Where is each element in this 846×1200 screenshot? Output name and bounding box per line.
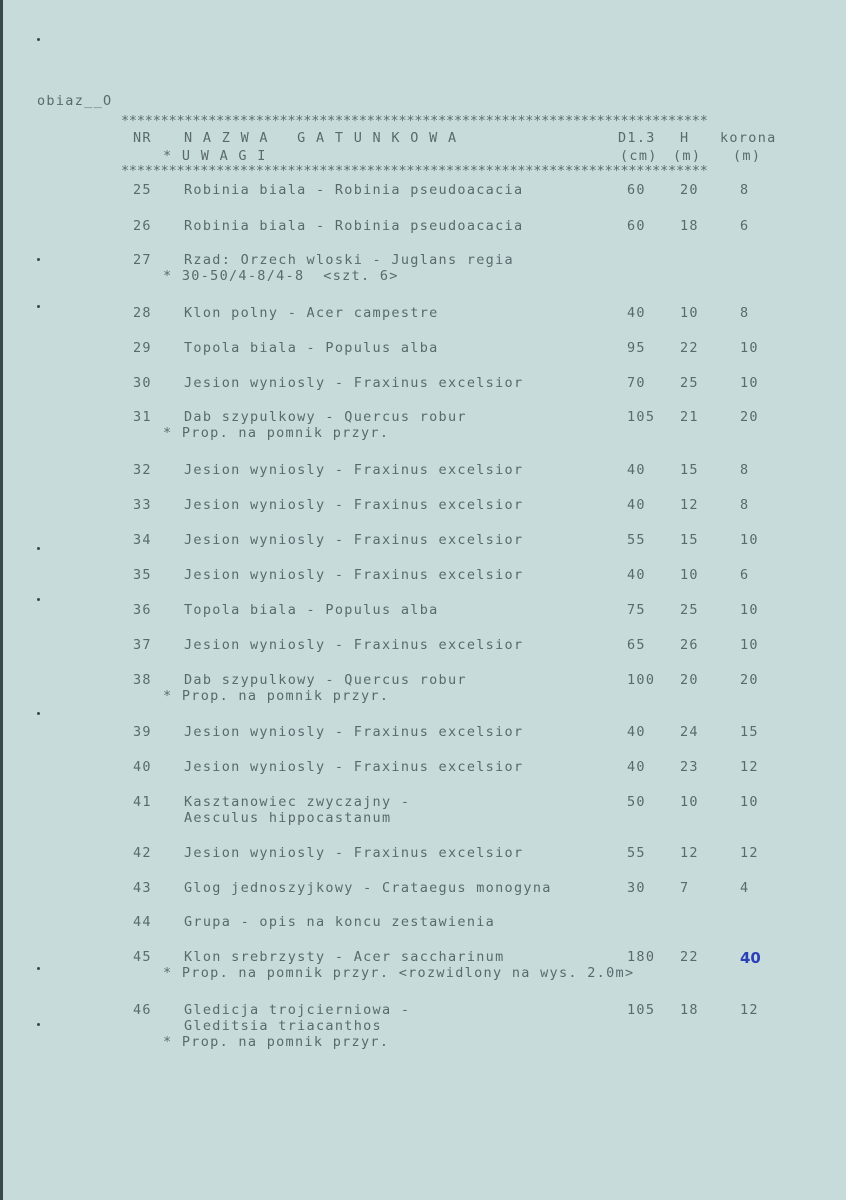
height-value: 21 [680, 409, 699, 425]
table-row [3, 462, 846, 502]
height-value: 22 [680, 340, 699, 356]
species-name: Jesion wyniosly - Fraxinus excelsior [184, 724, 524, 740]
height-value: 23 [680, 759, 699, 775]
header-d: D1.3 [618, 130, 656, 146]
row-number: 45 [133, 949, 152, 965]
crown-value: 10 [740, 602, 759, 618]
crown-value: 20 [740, 672, 759, 688]
row-number: 35 [133, 567, 152, 583]
diameter-value: 55 [627, 845, 646, 861]
diameter-value: 40 [627, 497, 646, 513]
height-value: 12 [680, 497, 699, 513]
table-row [3, 340, 846, 380]
diameter-value: 105 [627, 409, 656, 425]
header-h-unit: (m) [673, 148, 702, 164]
crown-value: 6 [740, 218, 750, 234]
height-value: 15 [680, 532, 699, 548]
height-value: 20 [680, 672, 699, 688]
diameter-value: 95 [627, 340, 646, 356]
crown-value: 12 [740, 845, 759, 861]
diameter-value: 50 [627, 794, 646, 810]
row-number: 33 [133, 497, 152, 513]
row-number: 29 [133, 340, 152, 356]
diameter-value: 180 [627, 949, 656, 965]
crown-value: 10 [740, 375, 759, 391]
height-value: 15 [680, 462, 699, 478]
crown-value: 12 [740, 1002, 759, 1018]
crown-value: 4 [740, 880, 750, 896]
crown-value: 10 [740, 340, 759, 356]
row-number: 43 [133, 880, 152, 896]
row-number: 34 [133, 532, 152, 548]
diameter-value: 65 [627, 637, 646, 653]
species-name: Grupa - opis na koncu zestawienia [184, 914, 496, 930]
row-number: 41 [133, 794, 152, 810]
table-row [3, 759, 846, 799]
row-number: 26 [133, 218, 152, 234]
row-number: 25 [133, 182, 152, 198]
table-row [3, 724, 846, 764]
species-name: Glog jednoszyjkowy - Crataegus monogyna [184, 880, 552, 896]
height-value: 10 [680, 794, 699, 810]
crown-value: 10 [740, 794, 759, 810]
diameter-value: 70 [627, 375, 646, 391]
crown-value: 40 [740, 949, 761, 967]
table-row [3, 182, 846, 222]
diameter-value: 40 [627, 305, 646, 321]
row-number: 46 [133, 1002, 152, 1018]
diameter-value: 105 [627, 1002, 656, 1018]
species-name: Dab szypulkowy - Quercus robur [184, 672, 467, 688]
header-korona: korona [720, 130, 777, 146]
scan-dot [37, 38, 40, 41]
document-reference: obiaz__O [37, 93, 113, 109]
row-number: 37 [133, 637, 152, 653]
row-number: 38 [133, 672, 152, 688]
height-value: 10 [680, 305, 699, 321]
diameter-value: 75 [627, 602, 646, 618]
table-row [3, 1002, 846, 1050]
table-row [3, 845, 846, 885]
row-number: 28 [133, 305, 152, 321]
table-row [3, 305, 846, 345]
species-name: Jesion wyniosly - Fraxinus excelsior [184, 497, 524, 513]
diameter-value: 55 [627, 532, 646, 548]
height-value: 26 [680, 637, 699, 653]
crown-value: 12 [740, 759, 759, 775]
species-name: Jesion wyniosly - Fraxinus excelsior [184, 462, 524, 478]
header-d-unit: (cm) [620, 148, 658, 164]
crown-value: 6 [740, 567, 750, 583]
crown-value: 8 [740, 497, 750, 513]
species-name: Klon srebrzysty - Acer saccharinum [184, 949, 505, 965]
row-note: * Prop. na pomnik przyr. [163, 1034, 390, 1050]
height-value: 12 [680, 845, 699, 861]
row-number: 30 [133, 375, 152, 391]
species-name: Jesion wyniosly - Fraxinus excelsior [184, 567, 524, 583]
diameter-value: 40 [627, 724, 646, 740]
crown-value: 15 [740, 724, 759, 740]
table-row [3, 602, 846, 642]
species-name: Rzad: Orzech wloski - Juglans regia [184, 252, 514, 268]
species-name-continued: Gleditsia triacanthos [184, 1018, 382, 1034]
species-name: Dab szypulkowy - Quercus robur [184, 409, 467, 425]
diameter-value: 60 [627, 182, 646, 198]
table-row [3, 914, 846, 954]
row-note: * 30-50/4-8/4-8 <szt. 6> [163, 268, 399, 284]
height-value: 10 [680, 567, 699, 583]
table-row [3, 497, 846, 537]
species-name: Gledicja trojcierniowa - [184, 1002, 411, 1018]
row-number: 32 [133, 462, 152, 478]
species-name: Jesion wyniosly - Fraxinus excelsior [184, 759, 524, 775]
species-name: Topola biala - Populus alba [184, 340, 439, 356]
table-row [3, 949, 846, 989]
crown-value: 8 [740, 462, 750, 478]
scan-dot [37, 712, 40, 715]
header-nr: NR [133, 130, 152, 146]
row-number: 40 [133, 759, 152, 775]
diameter-value: 60 [627, 218, 646, 234]
separator-top: ************************************************************************** [121, 113, 708, 129]
species-name: Topola biala - Populus alba [184, 602, 439, 618]
species-name: Robinia biala - Robinia pseudoacacia [184, 182, 524, 198]
height-value: 18 [680, 218, 699, 234]
species-name: Klon polny - Acer campestre [184, 305, 439, 321]
height-value: 7 [680, 880, 690, 896]
diameter-value: 40 [627, 462, 646, 478]
table-row [3, 794, 846, 834]
row-number: 36 [133, 602, 152, 618]
table-row [3, 567, 846, 607]
species-name: Jesion wyniosly - Fraxinus excelsior [184, 375, 524, 391]
header-h: H [680, 130, 690, 146]
diameter-value: 40 [627, 567, 646, 583]
table-row [3, 637, 846, 677]
separator-bottom: ************************************************************************** [121, 163, 708, 179]
diameter-value: 30 [627, 880, 646, 896]
species-name: Kasztanowiec zwyczajny - [184, 794, 411, 810]
row-number: 44 [133, 914, 152, 930]
species-name-continued: Aesculus hippocastanum [184, 810, 392, 826]
row-note: * Prop. na pomnik przyr. [163, 425, 390, 441]
row-number: 42 [133, 845, 152, 861]
row-number: 27 [133, 252, 152, 268]
crown-value: 8 [740, 182, 750, 198]
row-number: 31 [133, 409, 152, 425]
row-number: 39 [133, 724, 152, 740]
height-value: 24 [680, 724, 699, 740]
header-notes: * U W A G I [163, 148, 267, 164]
diameter-value: 100 [627, 672, 656, 688]
species-name: Robinia biala - Robinia pseudoacacia [184, 218, 524, 234]
height-value: 25 [680, 602, 699, 618]
species-name: Jesion wyniosly - Fraxinus excelsior [184, 532, 524, 548]
crown-value: 8 [740, 305, 750, 321]
table-row [3, 252, 846, 292]
crown-value: 10 [740, 532, 759, 548]
height-value: 25 [680, 375, 699, 391]
row-note: * Prop. na pomnik przyr. <rozwidlony na wys. 2.0m> [163, 965, 635, 981]
height-value: 22 [680, 949, 699, 965]
crown-value: 20 [740, 409, 759, 425]
height-value: 20 [680, 182, 699, 198]
species-name: Jesion wyniosly - Fraxinus excelsior [184, 637, 524, 653]
row-note: * Prop. na pomnik przyr. [163, 688, 390, 704]
species-name: Jesion wyniosly - Fraxinus excelsior [184, 845, 524, 861]
table-row [3, 672, 846, 712]
crown-value: 10 [740, 637, 759, 653]
header-name: N A Z W A G A T U N K O W A [184, 130, 458, 146]
height-value: 18 [680, 1002, 699, 1018]
table-row [3, 409, 846, 449]
diameter-value: 40 [627, 759, 646, 775]
header-korona-unit: (m) [733, 148, 762, 164]
table-row [3, 532, 846, 572]
